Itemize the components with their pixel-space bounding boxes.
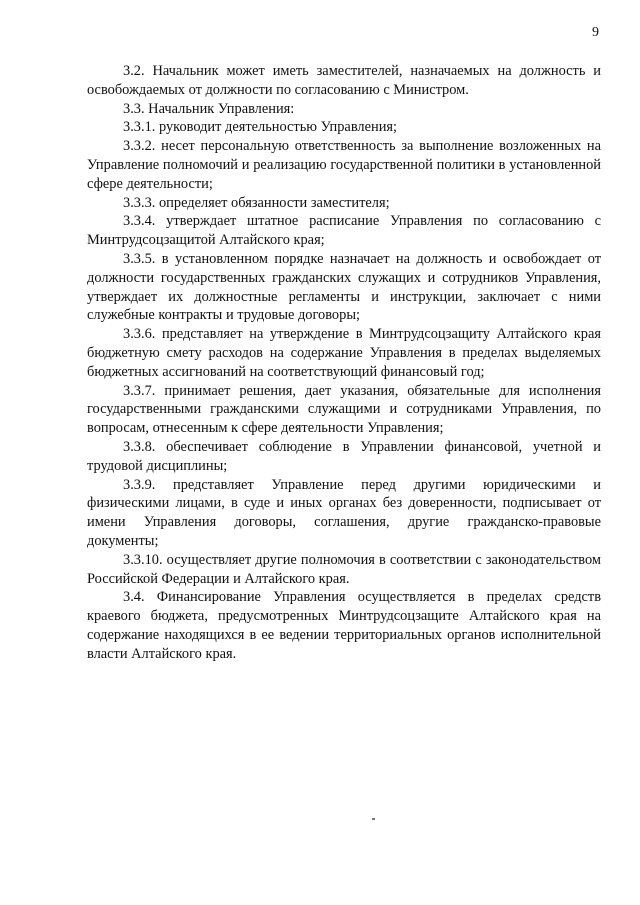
paragraph-3-3-4: 3.3.4. утверждает штатное расписание Управления по согласованию с Минтрудсоцзащитой Алтайского края;: [87, 213, 601, 249]
paragraph-3-3-5: 3.3.5. в установленном порядке назначает на должность и освобождает от должности государственных гражданских служащих и сотрудников Управления, утверждает их должностные регламенты и инструкции, заключает с ними служебные контракты и трудовые договоры;: [87, 250, 601, 324]
page-number: 9: [592, 25, 599, 40]
paragraph-3-3: 3.3. Начальник Управления:: [123, 100, 295, 117]
paragraph-3-3-8: 3.3.8. обеспечивает соблюдение в Управлении финансовой, учетной и трудовой дисциплины;: [87, 438, 601, 474]
document-body: [87, 62, 601, 664]
paragraph-3-3-2: 3.3.2. несет персональную ответственность за выполнение возложенных на Управление полномочий и реализацию государственной политики в установленной сфере деятельности;: [87, 138, 601, 192]
paragraph-3-2: 3.2. Начальник может иметь заместителей, назначаемых на должность и освобождаемых от должности по согласованию с Министром.: [87, 63, 601, 98]
paragraph-3-3-10: 3.3.10. осуществляет другие полномочия в соответствии с законодательством Российской Федерации и Алтайского края.: [87, 551, 601, 587]
paragraph-3-3-1: 3.3.1. руководит деятельностью Управления;: [123, 119, 398, 136]
paragraph-3-3-6: 3.3.6. представляет на утверждение в Минтрудсоцзащиту Алтайского края бюджетную смету расходов на содержание Управления в пределах выделяемых бюджетных ассигнований на соответствующий финансовый год;: [87, 326, 601, 380]
paragraph-3-3-7: 3.3.7. принимает решения, дает указания, обязательные для исполнения государственными гражданскими служащими и сотрудниками Управления, по вопросам, отнесенным к сфере деятельности Управления;: [87, 382, 601, 437]
paragraph-3-3-9: 3.3.9. представляет Управление перед другими юридическими и физическими лицами, в суде и иных органах без доверенности, подписывает от имени Управления договоры, соглашения, другие гражданско-правовые документы;: [87, 476, 601, 549]
paragraph-3-3-3: 3.3.3. определяет обязанности заместителя;: [123, 194, 390, 211]
paragraph-3-4: 3.4. Финансирование Управления осуществляется в пределах средств краевого бюджета, предусмотренных Минтрудсоцзащите Алтайского края на содержание находящихся в ее ведении территориальных органов исполнительной власти Алтайского края.: [87, 589, 601, 662]
scan-dot-mark: [372, 818, 375, 820]
